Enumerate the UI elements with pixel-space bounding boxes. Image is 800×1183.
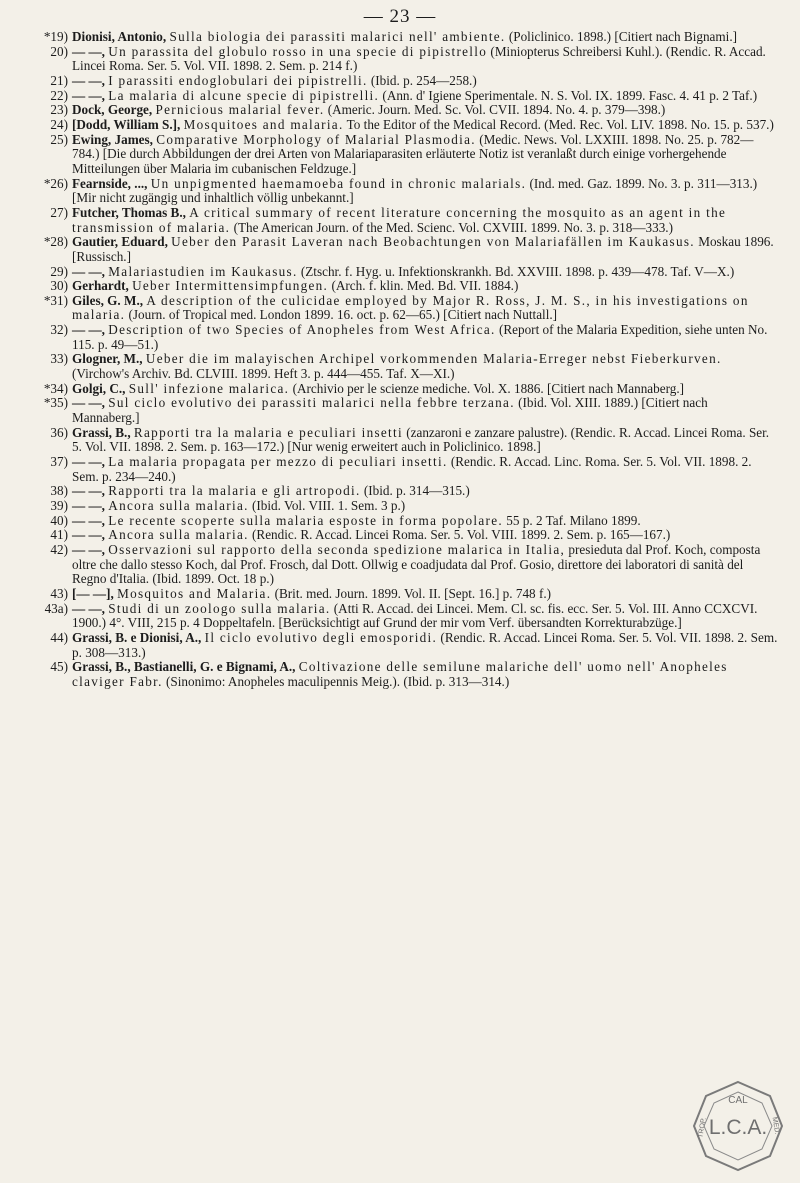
reference-author: Dock, George, <box>72 102 153 118</box>
reference-number: 29) <box>50 263 68 279</box>
reference-number: 45) <box>50 659 68 675</box>
reference-details: (Journ. of Tropical med. London 1899. 16. oct. p. 62—65.) [Citiert nach Nuttall.] <box>128 307 558 323</box>
reference-details: To the Editor of the Medical Record. (Med. Rec. Vol. LIV. 1898. No. 15. p. 537.) <box>346 116 774 132</box>
reference-author: — —, <box>72 87 105 103</box>
reference-title: Le recente scoperte sulla malaria esposte in forma popolare. <box>108 512 503 528</box>
reference-entry <box>18 528 778 543</box>
reference-details: (Ibid. p. 314—315.) <box>363 483 470 499</box>
reference-entry <box>18 587 778 602</box>
reference-author: — —, <box>72 395 105 411</box>
reference-number: 24) <box>50 116 68 132</box>
reference-title: Il ciclo evolutivo degli emosporidi. <box>204 629 438 645</box>
reference-author: — —, <box>72 263 105 279</box>
reference-title: Ueber die im malayischen Archipel vorkommenden Malaria-Erreger nebst Fieberkurven. <box>145 351 722 367</box>
reference-author: Gerhardt, <box>72 278 129 294</box>
reference-author: — —, <box>72 512 105 528</box>
reference-title: A critical summary of recent literature concerning the mosquito as an agent in the transmission of malaria. <box>72 204 727 235</box>
reference-title: Pernicious malarial fever. <box>155 102 325 118</box>
reference-entry <box>18 426 778 455</box>
reference-details: (Rendic. R. Accad. Lincei Roma. Ser. 5. Vol. VIII. 1899. 2. Sem. p. 165—167.) <box>252 527 671 543</box>
reference-details: (Report of the Malaria Expedition, siehe unten No. 115. p. 49—51.) <box>72 322 768 352</box>
reference-title: Sul ciclo evolutivo dei parassiti malarici nella febbre terzana. <box>108 395 515 411</box>
reference-number: 23) <box>50 102 68 118</box>
reference-author: Dionisi, Antonio, <box>72 29 167 44</box>
reference-title: Malariastudien im Kaukasus. <box>108 263 298 279</box>
reference-number: 38) <box>50 483 68 499</box>
reference-details: (Ibid. p. 254—258.) <box>370 72 477 88</box>
reference-number: 39) <box>50 498 68 513</box>
reference-entry <box>18 455 778 484</box>
reference-entry <box>18 265 778 280</box>
reference-details: (Brit. med. Journ. 1899. Vol. II. [Sept. 16.] p. 748 f.) <box>274 585 552 601</box>
reference-number: *19) <box>43 29 68 44</box>
reference-number: 32) <box>50 322 68 338</box>
reference-entry <box>18 396 778 425</box>
reference-details: (Medic. News. Vol. LXXIII. 1898. No. 25. p. 782—784.) [Die durch Abbildungen der drei Arten von Malariaparasiten erläuterte Notiz ist veranlaßt durch einige vorhergehende Mitteilungen über Malaria im cubanischen Feldzuge.] <box>72 131 754 176</box>
reference-title: Mosquitos and Malaria. <box>117 585 272 601</box>
reference-entry <box>18 235 778 264</box>
stamp-top-text: CAL <box>728 1095 748 1106</box>
reference-details: (Ann. d' Igiene Sperimentale. N. S. Vol. IX. 1899. Fasc. 4. 41 p. 2 Taf.) <box>382 87 758 103</box>
reference-number: *28) <box>43 234 68 250</box>
reference-entry <box>18 602 778 631</box>
reference-number: 22) <box>50 87 68 103</box>
reference-list <box>18 30 778 690</box>
page-number: — 23 — <box>363 6 437 27</box>
reference-author: — —, <box>72 600 105 616</box>
reference-title: I parassiti endoglobulari dei pipistrelli. <box>108 72 368 88</box>
reference-title: Rapporti tra la malaria e gli artropodi. <box>108 483 361 499</box>
reference-details: (Ztschr. f. Hyg. u. Infektionskrankh. Bd. XXVIII. 1898. p. 439—478. Taf. V—X.) <box>300 263 735 279</box>
reference-author: — —, <box>72 454 105 470</box>
reference-number: 43) <box>50 585 68 601</box>
reference-author: Grassi, B. e Dionisi, A., <box>72 629 202 645</box>
reference-number: 30) <box>50 278 68 294</box>
reference-number: 36) <box>50 424 68 440</box>
reference-entry <box>18 30 778 45</box>
reference-number: 37) <box>50 454 68 470</box>
reference-details: (Ibid. Vol. XIII. 1889.) [Citiert nach Mannaberg.] <box>72 395 708 426</box>
reference-title: Studi di un zoologo sulla malaria. <box>108 600 331 616</box>
reference-title: Description of two Species of Anopheles from West Africa. <box>108 322 496 338</box>
reference-title: Ueber den Parasit Laveran nach Beobachtungen von Malariafällen im Kaukasus. <box>171 234 695 250</box>
reference-details: (Virchow's Archiv. Bd. CLVIII. 1899. Heft 3. p. 444—455. Taf. X—XI.) <box>72 366 455 382</box>
stamp-left-text: TROP. <box>697 1117 708 1139</box>
reference-title: Sulla biologia dei parassiti malarici nell' ambiente. <box>169 29 506 44</box>
reference-entry <box>18 514 778 529</box>
reference-title: Rapporti tra la malaria e peculiari insetti <box>133 424 403 440</box>
reference-title: La malaria di alcune specie di pipistrelli. <box>108 87 380 103</box>
library-stamp-icon <box>690 1078 786 1174</box>
reference-entry <box>18 660 778 689</box>
reference-number: 43a) <box>44 600 68 616</box>
reference-author: Grassi, B., Bastianelli, G. e Bignami, A., <box>72 659 296 675</box>
reference-entry <box>18 484 778 499</box>
stamp-center-text: L.C.A. <box>708 1116 768 1139</box>
reference-number: 41) <box>50 527 68 543</box>
reference-number: 27) <box>50 204 68 220</box>
reference-title: La malaria propagata per mezzo di peculiari insetti. <box>108 454 448 470</box>
reference-author: Gautier, Eduard, <box>72 234 168 250</box>
reference-entry <box>18 294 778 323</box>
reference-number: *26) <box>43 175 68 191</box>
reference-author: Futcher, Thomas B., <box>72 204 186 220</box>
reference-number: 42) <box>50 541 68 557</box>
reference-entry <box>18 74 778 89</box>
reference-author: — —, <box>72 498 105 513</box>
reference-number: 40) <box>50 512 68 528</box>
reference-author: Ewing, James, <box>72 131 153 147</box>
reference-author: — —, <box>72 72 105 88</box>
reference-details: presieduta dal Prof. Koch, composta oltre che dallo stesso Koch, dal Prof. Frosch, dal Dott. Ollwig e coadjudata dal Prof. Gosio, direttore dei laboratori di sanità del Regno d'Italia. (Ibid. 1899. Oct. 18 p.) <box>72 541 761 587</box>
reference-author: [Dodd, William S.], <box>72 116 181 132</box>
reference-entry <box>18 118 778 133</box>
reference-title: Mosquitoes and malaria. <box>183 116 344 132</box>
reference-number: 33) <box>50 351 68 367</box>
reference-details: (The American Journ. of the Med. Scienc. Vol. CXVIII. 1899. No. 3. p. 318—333.) <box>233 219 673 235</box>
reference-author: — —, <box>72 483 105 499</box>
reference-details: (Archivio per le scienze mediche. Vol. X. 1886. [Citiert nach Mannaberg.] <box>292 380 685 396</box>
reference-entry <box>18 89 778 104</box>
reference-details: (Atti R. Accad. dei Lincei. Mem. Cl. sc. fis. ecc. Ser. 5. Vol. III. Anno CCXCVI. 1900.) 4°. VIII, 215 p. 4 Doppeltafeln. [Berücksichtigt auf Grund der mir vom Verf. übersandten Korrekturabzüge.] <box>72 600 758 631</box>
reference-number: 25) <box>50 131 68 147</box>
reference-details: Moskau 1896. [Russisch.] <box>72 234 774 264</box>
reference-number: 44) <box>50 629 68 645</box>
reference-title: A description of the culicidae employed by Major R. Ross, J. M. S., in his investigations on malaria. <box>72 292 749 323</box>
reference-entry <box>18 45 778 74</box>
reference-details: (Ibid. Vol. VIII. 1. Sem. 3 p.) <box>252 498 406 513</box>
stamp-right-text: MED. <box>770 1116 781 1135</box>
reference-entry <box>18 177 778 206</box>
reference-entry <box>18 103 778 118</box>
reference-entry <box>18 631 778 660</box>
reference-details: 55 p. 2 Taf. Milano 1899. <box>506 512 641 528</box>
reference-details: (Arch. f. klin. Med. Bd. VII. 1884.) <box>331 278 519 294</box>
reference-title: Un parassita del globulo rosso in una specie di pipistrello <box>108 43 488 59</box>
reference-number: 21) <box>50 72 68 88</box>
reference-entry <box>18 133 778 177</box>
reference-details: (Sinonimo: Anopheles maculipennis Meig.). (Ibid. p. 313—314.) <box>166 673 510 689</box>
reference-author: — —, <box>72 541 105 557</box>
reference-title: Osservazioni sul rapporto della seconda spedizione malarica in Italia, <box>108 541 566 557</box>
reference-details: (Policlinico. 1898.) [Citiert nach Bignami.] <box>508 29 738 44</box>
reference-title: Ueber Intermittensimpfungen. <box>132 278 329 294</box>
reference-entry <box>18 279 778 294</box>
reference-details: (Americ. Journ. Med. Sc. Vol. CVII. 1894. No. 4. p. 379—398.) <box>327 102 666 118</box>
reference-number: *31) <box>43 292 68 308</box>
reference-title: Un unpigmented haemamoeba found in chronic malarials. <box>150 175 527 191</box>
reference-author: Fearnside, ..., <box>72 175 148 191</box>
reference-author: — —, <box>72 43 105 59</box>
reference-entry <box>18 352 778 381</box>
reference-details: (Rendic. R. Accad. Linc. Roma. Ser. 5. Vol. VII. 1898. 2. Sem. p. 234—240.) <box>72 454 752 484</box>
reference-entry <box>18 499 778 514</box>
reference-author: Grassi, B., <box>72 424 131 440</box>
reference-entry <box>18 543 778 587</box>
reference-author: Giles, G. M., <box>72 292 144 308</box>
reference-details: (Miniopterus Schreibersi Kuhl.). (Rendic. R. Accad. Lincei Roma. Ser. 5. Vol. VII. 1898. 2. Sem. p. 214 f.) <box>72 43 766 74</box>
reference-entry <box>18 206 778 235</box>
reference-title: Ancora sulla malaria. <box>108 498 249 513</box>
reference-title: Coltivazione delle semilune malariche dell' uomo nell' Anopheles claviger Fabr. <box>72 659 728 689</box>
reference-entry <box>18 323 778 352</box>
reference-author: Golgi, C., <box>72 380 126 396</box>
reference-author: [— —], <box>72 585 114 601</box>
reference-details: (Rendic. R. Accad. Lincei Roma. Ser. 5. Vol. VII. 1898. 2. Sem. p. 308—313.) <box>72 629 778 660</box>
reference-title: Ancora sulla malaria. <box>108 527 249 543</box>
reference-details: (zanzaroni e zanzare palustre). (Rendic. R. Accad. Lincei Roma. Ser. 5. Vol. VII. 1898. 2. Sem. p. 163—172.) [Nur wenig erweitert auch in Policlinico. 1898.] <box>72 424 770 455</box>
reference-number: *35) <box>43 395 68 411</box>
reference-title: Comparative Morphology of Malarial Plasmodia. <box>156 131 476 147</box>
reference-author: Glogner, M., <box>72 351 143 367</box>
reference-title: Sull' infezione malarica. <box>128 380 290 396</box>
reference-author: — —, <box>72 322 105 338</box>
reference-number: 20) <box>50 43 68 59</box>
reference-details: (Ind. med. Gaz. 1899. No. 3. p. 311—313.) [Mir nicht zugängig und inhaltlich völlig unbekannt.] <box>72 175 758 206</box>
reference-entry <box>18 382 778 397</box>
reference-author: — —, <box>72 527 105 543</box>
reference-number: *34) <box>43 380 68 396</box>
